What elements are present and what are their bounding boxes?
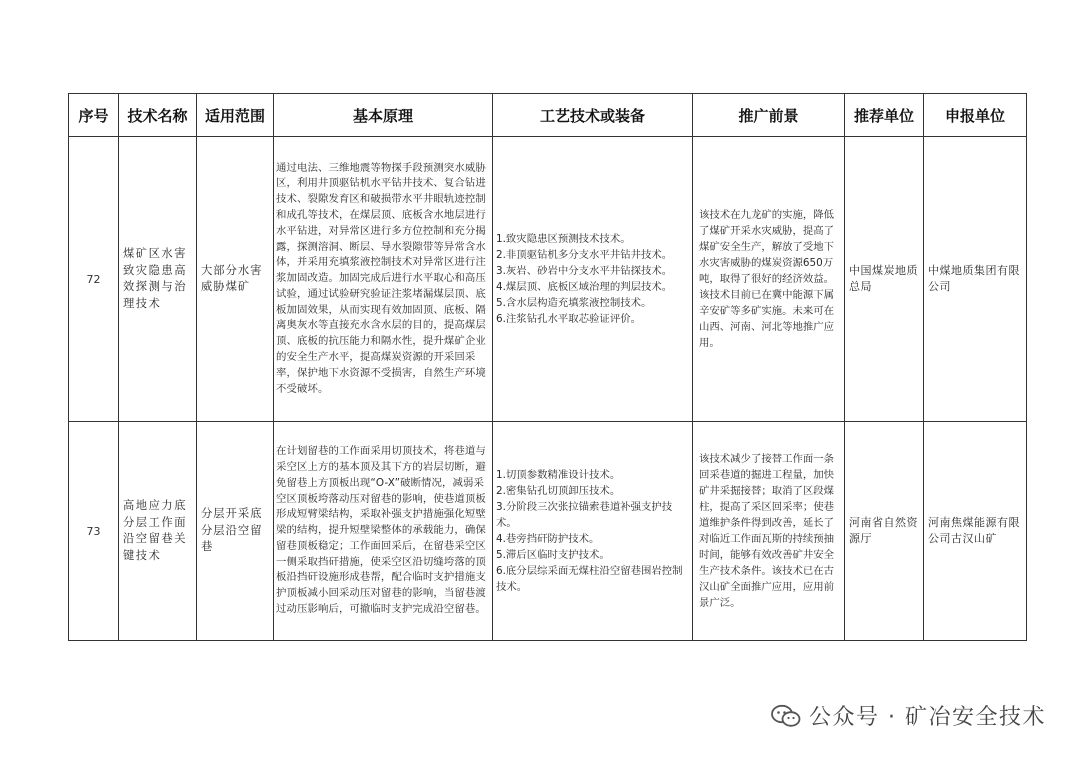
prospect: 该技术减少了接替工作面一条回采巷道的掘进工程量，加快矿井采掘接替；取消了区段煤柱，提高了采区回采率；使巷道维护条件得到改善，延长了对临近工作面瓦斯的持续预抽时间，能够有效改善矿井安全生产技术条件。该技术已在古汉山矿全面推广应用，应用前景广泛。 <box>699 453 835 609</box>
header-number: 序号 <box>69 94 119 137</box>
tech-name-cell <box>119 422 197 641</box>
applicant-cell <box>924 137 1027 422</box>
process: 1.切顶参数精准设计技术。 2.密集钻孔切顶卸压技术。 3.分阶段三次张拉锚索巷道补强支护技术。 4.巷旁挡矸防护技术。 5.滞后区临时支护技术。 6.底分层综采面无煤柱沿空留巷围岩控制技术。 <box>496 469 683 593</box>
tech-name: 煤矿区水害致灾隐患高效探测与治理技术 <box>123 247 187 310</box>
process-cell <box>493 422 693 641</box>
recommender: 中国煤炭地质总局 <box>849 263 918 293</box>
principle-cell <box>274 422 493 641</box>
header-principle: 基本原理 <box>274 94 493 137</box>
table-row <box>69 137 1027 422</box>
process: 1.致灾隐患区预测技术技术。 2.非顶驱钻机多分支水平井钻井技术。 3.灰岩、砂岩中分支水平井钻探技术。 4.煤层顶、底板区域治理的判层技术。 5.含水层构造充填浆液控制技术。 6.注浆钻孔水平取芯验证评价。 <box>496 233 673 325</box>
scope-cell <box>197 137 274 422</box>
header-scope: 适用范围 <box>197 94 274 137</box>
row-number: 73 <box>69 422 119 641</box>
header-prospect: 推广前景 <box>693 94 845 137</box>
prospect: 该技术在九龙矿的实施，降低了煤矿开采水灾威胁，提高了煤矿安全生产，解放了受地下水灾害威胁的煤炭资源650万吨，取得了很好的经济效益。该技术目前已在冀中能源下属辛安矿等多矿实施。未来可在山西、河南、河北等地推广应用。 <box>699 209 835 349</box>
row-number: 72 <box>69 137 119 422</box>
principle: 通过电法、三维地震等物探手段预测突水威胁区，利用井顶驱钻机水平钻井技术、复合钻进技术、裂隙发育区和破损带水平井眼轨迹控制和成孔等技术，在煤层顶、底板含水地层进行水平钻进，对异常区进行多方位控制和充分揭露，探测溶洞、断层、导水裂隙带等异常含水体，并采用充填浆液控制技术对异常区进行注浆加固改造。加固完成后进行水平取心和高压试验，通过试验研究验证注浆堵漏煤层顶、底板加固效果，从而实现有效加固顶、底板、隔离奥灰水等直接充水含水层的目的，提高煤层顶、底板的抗压能力和隔水性，提升煤矿企业的安全生产水平，提高煤炭资源的开采回采率，保护地下水资源不受损害，自然生产环境不受破坏。 <box>276 161 486 395</box>
principle-cell <box>274 137 493 422</box>
header-applicant: 申报单位 <box>924 94 1027 137</box>
tech-name-cell <box>119 137 197 422</box>
table-row <box>69 422 1027 641</box>
principle: 在计划留巷的工作面采用切顶技术，将巷道与采空区上方的基本顶及其下方的岩层切断，避免留巷上方顶板出现“O-X”破断情况，减弱采空区顶板垮落动压对留巷的影响，使巷道顶板形成短臂梁结构，采取补强支护措施强化短壁梁的结构，提升短壁梁整体的承载能力，确保留巷顶板稳定；工作面回采后，在留巷采空区一侧采取挡矸措施，使采空区沿切缝垮落的顶板沿挡矸设施形成巷帮，配合临时支护措施支护顶板减小回采动压对留巷的影响，当留巷渡过动压影响后，可撤临时支护完成沿空留巷。 <box>276 445 486 616</box>
header-tech-name: 技术名称 <box>119 94 197 137</box>
applicant: 中煤地质集团有限公司 <box>928 263 1020 293</box>
recommender-cell <box>845 137 924 422</box>
scope: 分层开采底分层沿空留巷 <box>201 507 263 554</box>
tech-name: 高地应力底分层工作面沿空留巷关键技术 <box>123 499 187 562</box>
prospect-cell <box>693 137 845 422</box>
applicant-cell <box>924 422 1027 641</box>
recommender: 河南省自然资源厅 <box>849 515 918 545</box>
prospect-cell <box>693 422 845 641</box>
table-header-row <box>69 94 1027 137</box>
scope-cell <box>197 422 274 641</box>
recommender-cell <box>845 422 924 641</box>
watermark <box>771 700 1046 731</box>
applicant: 河南焦煤能源有限公司古汉山矿 <box>928 515 1020 545</box>
technology-table <box>68 93 1027 641</box>
scope: 大部分水害威胁煤矿 <box>201 263 263 293</box>
header-process: 工艺技术或装备 <box>493 94 693 137</box>
process-cell <box>493 137 693 422</box>
wechat-icon <box>771 704 801 728</box>
watermark-text: 公众号 · 矿冶安全技术 <box>809 705 1046 730</box>
header-recommender: 推荐单位 <box>845 94 924 137</box>
